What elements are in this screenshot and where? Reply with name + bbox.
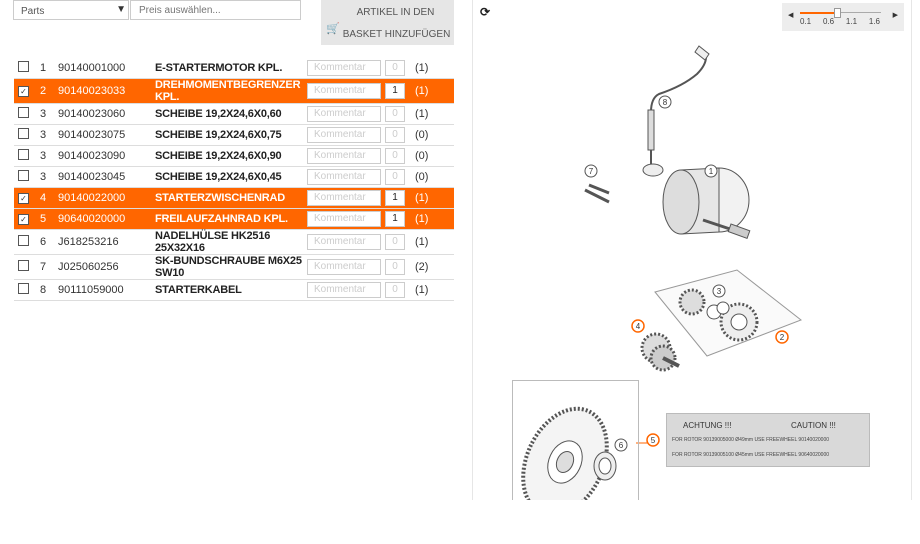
callout-3: [713, 285, 725, 297]
row-part-number: 90140023033: [58, 79, 155, 104]
row-qty-cell: [383, 209, 409, 230]
cart-icon: 🛒: [326, 23, 340, 35]
view-select-value: Parts: [21, 6, 45, 17]
zoom-fill: [800, 12, 834, 14]
svg-text:4: 4: [635, 322, 641, 331]
row-comment-cell: [307, 125, 383, 146]
row-comment-cell: [307, 79, 383, 104]
row-qty-cell: [383, 146, 409, 167]
row-qty-cell: [383, 58, 409, 79]
row-description: DREHMOMENTBEGRENZER KPL.: [155, 79, 307, 104]
price-select-input[interactable]: [130, 0, 301, 20]
chevron-left-icon[interactable]: ◀: [788, 12, 794, 19]
row-checkbox[interactable]: [18, 170, 29, 181]
row-part-number: 90140023075: [58, 125, 155, 146]
row-qty-input[interactable]: 0: [385, 169, 405, 185]
row-comment-input[interactable]: Kommentar: [307, 282, 381, 298]
row-qty-input[interactable]: 0: [385, 234, 405, 250]
svg-text:2: 2: [779, 333, 785, 342]
starter-cable: [651, 52, 706, 172]
row-comment-input[interactable]: Kommentar: [307, 83, 381, 99]
row-count: (0): [409, 146, 454, 167]
row-part-number: 90640020000: [58, 209, 155, 230]
row-count: (1): [409, 280, 454, 301]
svg-text:3: 3: [716, 287, 722, 296]
freewheel-detail-frame: [512, 380, 639, 500]
starter-motor: [643, 164, 750, 238]
row-checkbox-cell: [14, 146, 40, 167]
row-count: (0): [409, 125, 454, 146]
table-row[interactable]: [14, 167, 454, 188]
row-checkbox-cell: [14, 58, 40, 79]
row-description: FREILAUFZAHNRAD KPL.: [155, 209, 307, 230]
row-position: 7: [40, 255, 58, 280]
row-position: 6: [40, 230, 58, 255]
row-comment-input[interactable]: Kommentar: [307, 127, 381, 143]
starter-intermediate-gear-4: [642, 334, 679, 370]
row-qty-cell: [383, 125, 409, 146]
row-description: SCHEIBE 19,2X24,6X0,45: [155, 167, 307, 188]
row-comment-input[interactable]: Kommentar: [307, 60, 381, 76]
add-to-basket-label-1: ARTIKEL IN DEN: [356, 7, 435, 18]
row-checkbox[interactable]: [18, 260, 29, 271]
callout-2: [776, 331, 788, 343]
caution-line-2: FOR ROTOR 90139005100 Ø45mm USE FREEWHEEL 90640020000: [672, 452, 830, 458]
row-part-number: 90140023060: [58, 104, 155, 125]
intermediate-gear: [680, 290, 704, 314]
row-qty-cell: [383, 255, 409, 280]
zoom-slider[interactable]: [782, 3, 904, 31]
zoom-tick: 0.1: [800, 17, 812, 26]
callout-1: [705, 165, 717, 177]
parts-table: [14, 58, 454, 301]
zoom-track: [834, 12, 881, 13]
row-comment-cell: [307, 167, 383, 188]
callout-8: [659, 96, 671, 108]
caution-title-de: ACHTUNG !!!: [683, 421, 732, 430]
add-to-basket-label-2: BASKET HINZUFÜGEN: [342, 29, 451, 40]
row-checkbox[interactable]: ✓: [18, 214, 29, 225]
row-qty-cell: [383, 230, 409, 255]
cable-terminal: [695, 46, 709, 60]
row-checkbox-cell: [14, 280, 40, 301]
row-count: (2): [409, 255, 454, 280]
caution-line-1: FOR ROTOR 90139005000 Ø49mm USE FREEWHEEL 90140020000: [672, 437, 830, 443]
row-comment-input[interactable]: Kommentar: [307, 190, 381, 206]
row-checkbox[interactable]: ✓: [18, 86, 29, 97]
row-comment-cell: [307, 230, 383, 255]
row-description: SCHEIBE 19,2X24,6X0,60: [155, 104, 307, 125]
row-qty-input[interactable]: 0: [385, 148, 405, 164]
cable-boot: [648, 110, 654, 150]
row-checkbox-cell: [14, 209, 40, 230]
row-count: (1): [409, 209, 454, 230]
row-count: (0): [409, 167, 454, 188]
row-description: NADELHÜLSE HK2516 25X32X16: [155, 230, 307, 255]
row-qty-input[interactable]: 1: [385, 211, 405, 227]
row-position: 3: [40, 167, 58, 188]
row-checkbox[interactable]: [18, 283, 29, 294]
row-comment-cell: [307, 146, 383, 167]
row-description: E-STARTERMOTOR KPL.: [155, 58, 307, 79]
bolt-7a: [589, 185, 609, 193]
row-checkbox-cell: [14, 79, 40, 104]
row-qty-input[interactable]: 0: [385, 282, 405, 298]
row-description: SK-BUNDSCHRAUBE M6X25 SW10: [155, 255, 307, 280]
svg-text:7: 7: [588, 167, 594, 176]
callout-4: [632, 320, 644, 332]
row-comment-input[interactable]: Kommentar: [307, 148, 381, 164]
zoom-tick: 1.1: [845, 17, 858, 26]
callout-5: [647, 434, 659, 446]
row-position: 3: [40, 146, 58, 167]
row-position: 1: [40, 58, 58, 79]
row-part-number: J025060256: [58, 255, 155, 280]
row-checkbox[interactable]: ✓: [18, 193, 29, 204]
row-comment-input[interactable]: Kommentar: [307, 259, 381, 275]
row-comment-cell: [307, 209, 383, 230]
row-checkbox[interactable]: [18, 128, 29, 139]
row-description: SCHEIBE 19,2X24,6X0,90: [155, 146, 307, 167]
row-count: (1): [409, 104, 454, 125]
row-part-number: 90111059000: [58, 280, 155, 301]
caret-down-icon: ▼: [116, 4, 126, 15]
row-description: STARTERKABEL: [155, 280, 307, 301]
row-comment-input[interactable]: Kommentar: [307, 234, 381, 250]
table-row[interactable]: [14, 104, 454, 125]
row-position: 3: [40, 125, 58, 146]
row-checkbox-cell: [14, 125, 40, 146]
row-checkbox[interactable]: [18, 149, 29, 160]
row-count: (1): [409, 188, 454, 209]
table-row[interactable]: [14, 280, 454, 301]
row-comment-cell: [307, 58, 383, 79]
table-row[interactable]: [14, 146, 454, 167]
row-checkbox-cell: [14, 230, 40, 255]
zoom-ticks: [800, 17, 880, 26]
row-checkbox[interactable]: [18, 61, 29, 72]
row-checkbox-cell: [14, 167, 40, 188]
add-to-basket-button[interactable]: [321, 0, 454, 45]
row-qty-input[interactable]: 1: [385, 83, 405, 99]
row-qty-input[interactable]: 1: [385, 190, 405, 206]
row-position: 5: [40, 209, 58, 230]
row-checkbox[interactable]: [18, 107, 29, 118]
row-comment-input[interactable]: Kommentar: [307, 169, 381, 185]
table-row[interactable]: [14, 230, 454, 255]
row-count: (1): [409, 79, 454, 104]
row-description: SCHEIBE 19,2X24,6X0,75: [155, 125, 307, 146]
table-row[interactable]: [14, 255, 454, 280]
svg-text:1: 1: [708, 167, 714, 176]
row-position: 3: [40, 104, 58, 125]
caution-title-en: CAUTION !!!: [791, 421, 836, 430]
table-row[interactable]: [14, 188, 454, 209]
svg-text:5: 5: [650, 436, 656, 445]
refresh-icon[interactable]: ⟳: [480, 5, 491, 19]
row-position: 8: [40, 280, 58, 301]
row-qty-input[interactable]: 0: [385, 60, 405, 76]
row-qty-cell: [383, 280, 409, 301]
row-part-number: 90140023090: [58, 146, 155, 167]
row-comment-cell: [307, 104, 383, 125]
row-checkbox[interactable]: [18, 235, 29, 246]
row-part-number: 90140022000: [58, 188, 155, 209]
row-qty-input[interactable]: 0: [385, 259, 405, 275]
table-row[interactable]: [14, 58, 454, 79]
row-count: (1): [409, 230, 454, 255]
row-part-number: 90140001000: [58, 58, 155, 79]
table-row[interactable]: [14, 79, 454, 104]
row-position: 2: [40, 79, 58, 104]
row-qty-cell: [383, 188, 409, 209]
caution-note: [666, 413, 870, 467]
row-comment-cell: [307, 188, 383, 209]
callout-7: [585, 165, 597, 177]
row-count: (1): [409, 58, 454, 79]
row-description: STARTERZWISCHENRAD: [155, 188, 307, 209]
row-qty-cell: [383, 167, 409, 188]
row-part-number: J618253216: [58, 230, 155, 255]
table-row[interactable]: [14, 209, 454, 230]
zoom-tick: 0.6: [822, 17, 835, 26]
row-qty-input[interactable]: 0: [385, 106, 405, 122]
row-checkbox-cell: [14, 188, 40, 209]
row-comment-cell: [307, 255, 383, 280]
row-qty-cell: [383, 104, 409, 125]
zoom-tick: 1.6: [868, 17, 880, 26]
row-checkbox-cell: [14, 104, 40, 125]
row-comment-cell: [307, 280, 383, 301]
row-checkbox-cell: [14, 255, 40, 280]
svg-text:6: 6: [618, 441, 624, 450]
chevron-right-icon[interactable]: ▶: [892, 12, 898, 19]
row-qty-input[interactable]: 0: [385, 127, 405, 143]
svg-text:8: 8: [662, 98, 668, 107]
row-qty-cell: [383, 79, 409, 104]
row-comment-input[interactable]: Kommentar: [307, 211, 381, 227]
row-position: 4: [40, 188, 58, 209]
table-row[interactable]: [14, 125, 454, 146]
view-select[interactable]: [13, 0, 129, 20]
row-comment-input[interactable]: Kommentar: [307, 106, 381, 122]
row-part-number: 90140023045: [58, 167, 155, 188]
